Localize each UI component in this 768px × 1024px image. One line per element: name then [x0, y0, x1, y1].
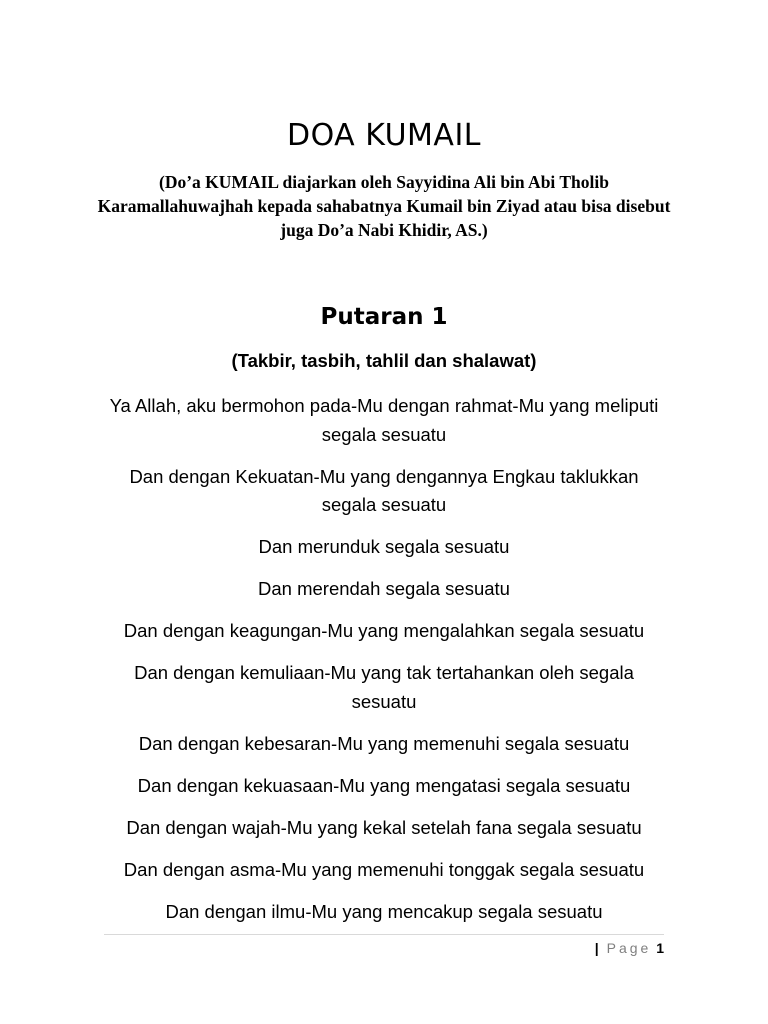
prayer-line: Dan dengan kemuliaan-Mu yang tak tertahankan oleh segala sesuatu: [134, 662, 634, 712]
page-number: 1: [656, 940, 664, 956]
document-title: DOA KUMAIL: [286, 118, 482, 153]
prayer-line: Ya Allah, aku bermohon pada-Mu dengan rahmat-Mu yang meliputi segala sesuatu: [109, 395, 659, 445]
footer-divider: [104, 934, 664, 935]
section-subtitle: (Takbir, tasbih, tahlil dan shalawat): [231, 350, 537, 371]
footer-separator: |: [594, 940, 599, 956]
prayer-line: Dan dengan ilmu-Mu yang mencakup segala sesuatu: [165, 900, 603, 922]
prayer-line: Dan merendah segala sesuatu: [258, 578, 510, 599]
section-title: Putaran 1: [320, 304, 448, 330]
prayer-line: Dan dengan wajah-Mu yang kekal setelah fana segala sesuatu: [126, 816, 642, 838]
intro-paragraph: (Do’a KUMAIL diajarkan oleh Sayyidina Ali bin Abi Tholib Karamallahuwajhah kepada sahabatnya Kumail bin Ziyad atau bisa disebut juga Do’a Nabi Khidir, AS.): [97, 172, 671, 240]
prayer-line: Dan dengan Kekuatan-Mu yang dengannya Engkau taklukkan segala sesuatu: [129, 465, 639, 515]
prayer-line: Dan dengan keagungan-Mu yang mengalahkan segala sesuatu: [123, 620, 645, 641]
prayer-line: Dan merunduk segala sesuatu: [258, 536, 510, 557]
prayer-line: Dan dengan kebesaran-Mu yang memenuhi segala sesuatu: [138, 732, 630, 754]
prayer-line: Dan dengan asma-Mu yang memenuhi tonggak segala sesuatu: [123, 858, 645, 880]
prayer-line: Dan dengan kekuasaan-Mu yang mengatasi segala sesuatu: [137, 774, 631, 796]
page-footer: [595, 940, 664, 956]
prayer-lines: [104, 392, 664, 940]
page-label: Page: [606, 940, 652, 956]
